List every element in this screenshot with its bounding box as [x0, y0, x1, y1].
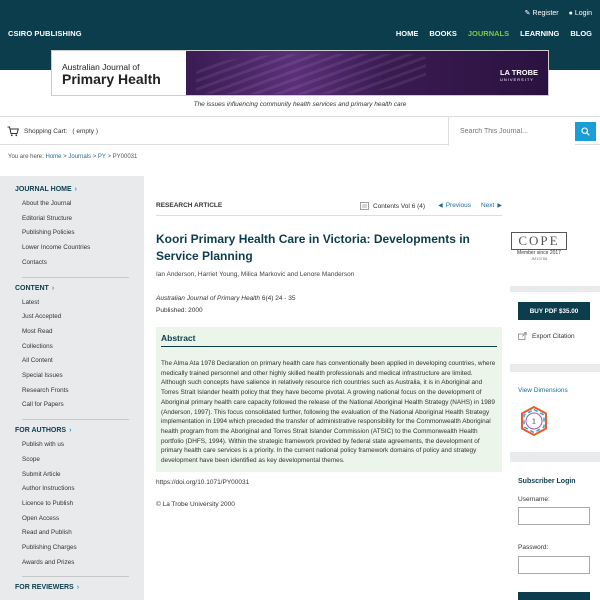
breadcrumb-home[interactable]: Home	[45, 154, 62, 160]
journal-tagline: The issues influencing community health services and primary health care	[193, 101, 407, 108]
banner-line-2: Primary Health	[62, 71, 161, 87]
sidebar-item[interactable]: Contacts	[22, 258, 47, 266]
sidebar-item[interactable]: Submit Article	[22, 470, 61, 478]
cart-label: Shopping Cart:	[24, 128, 68, 135]
breadcrumb-journals[interactable]: Journals	[68, 154, 92, 160]
dimensions-count: 1	[532, 418, 536, 426]
article-authors: Ian Anderson, Harriet Young, Milica Markovic and Lenore Manderson	[156, 271, 355, 278]
sidebar-item[interactable]: Publishing Policies	[22, 229, 75, 237]
previous-link[interactable]	[438, 202, 471, 209]
doi-link[interactable]: https://doi.org/10.1071/PY00031	[156, 478, 250, 486]
user-icon: ●	[568, 9, 573, 17]
sidebar-section-content[interactable]	[15, 285, 144, 292]
register-link[interactable]	[525, 9, 559, 17]
article-type: RESEARCH ARTICLE	[156, 202, 223, 209]
banner-artwork	[186, 51, 548, 95]
article-title: Koori Primary Health Care in Victoria: Developments in Service Planning	[156, 232, 470, 263]
nav-blog[interactable]: BLOG	[570, 29, 592, 38]
chevron-right-icon: ›	[74, 186, 77, 193]
register-label: Register	[532, 9, 559, 17]
sidebar-list	[22, 197, 129, 278]
nav-learning[interactable]: LEARNING	[520, 29, 560, 38]
cope-id: JM13768	[530, 256, 548, 261]
abstract-box	[156, 327, 502, 472]
sidebar-item[interactable]: Research Fronts	[22, 386, 69, 394]
journal-search	[448, 117, 600, 146]
sidebar-section-for-reviewers[interactable]	[15, 584, 144, 591]
sidebar-list	[22, 296, 129, 421]
login-link[interactable]	[569, 9, 592, 17]
chevron-right-icon: ▶	[497, 203, 502, 209]
abstract-text: The Alma Ata 1978 Declaration on primary health care has conventionally been applied in developing countries, where medically trained personnel and other highly skilled health professionals and medical infrastructure are limited. Although such concepts have salience in relatively resource rich countries such as Australia, it is in Aboriginal and Torres Strait Islander health policy that they have become pivotal. A growing national focus on the development of Aboriginal primary health care capacity followed the release of the National Aboriginal Health Strategy (NAHS) in 1989 (Anderson, 1997). This focus consolidated further, following the evaluation of the National Aboriginal Health Strategy implementation in 1994 which preceded the transfer of administrative responsibility for the Commonwealth Aboriginal health program from the Aboriginal and Torres Strait Islander Commission (ATSIC) to the Commonwealth Health portfolio (DHFS, 1994). Within the strategic framework provided by federal state agreements, the development of primary health care services is a priority. In the current national policy framework domains of policy and strategy development have been identified as key developmental themes.	[161, 360, 496, 465]
published-date: Published: 2000	[156, 307, 203, 314]
chevron-right-icon: ›	[51, 284, 55, 292]
chevron-right-icon: ›	[69, 427, 72, 435]
cart-icon	[7, 126, 19, 137]
breadcrumb-sep: >	[63, 154, 67, 160]
journal-name: Australian Journal of Primary Health	[156, 295, 261, 302]
chevron-right-icon: ›	[76, 584, 80, 592]
nav-books[interactable]: BOOKS	[429, 29, 457, 38]
password-label: Password:	[518, 544, 549, 551]
sidebar-item[interactable]: Read and Publish	[22, 529, 72, 537]
pencil-icon: ✎	[524, 10, 531, 17]
banner-journal-name	[52, 51, 186, 95]
latrobe-name: LA TROBE	[499, 68, 538, 77]
cope-member: Member since 2017	[517, 250, 561, 256]
previous-label: Previous	[445, 202, 471, 209]
sidebar-item[interactable]: Awards and Prizes	[22, 558, 75, 566]
article-type-bar	[156, 198, 502, 216]
next-label: Next	[481, 202, 495, 209]
section-title: JOURNAL HOME	[15, 186, 72, 193]
cart-status: ( empty )	[72, 128, 99, 135]
buy-pdf-button[interactable]: BUY PDF $35.00	[518, 302, 590, 320]
view-dimensions-link[interactable]: View Dimensions	[518, 387, 568, 394]
account-links	[525, 9, 592, 17]
contents-icon	[360, 202, 369, 210]
sidebar-section-for-authors[interactable]	[15, 427, 144, 434]
nav-home[interactable]: HOME	[395, 29, 419, 38]
sidebar-item[interactable]: Collections	[22, 342, 53, 350]
sidebar-item[interactable]: Publish with us	[22, 441, 64, 449]
sidebar-item[interactable]: Latest	[22, 298, 40, 306]
breadcrumb-current: PY00031	[112, 154, 138, 160]
main-nav	[396, 29, 592, 38]
abstract-heading: Abstract	[161, 333, 497, 347]
nav-journals[interactable]: JOURNALS	[467, 29, 510, 38]
banner-line-1: Australian Journal of	[62, 62, 140, 72]
login-label: Login	[574, 9, 592, 17]
latrobe-sub: UNIVERSITY	[499, 77, 534, 82]
breadcrumb-py[interactable]: PY	[97, 154, 106, 160]
export-label: Export Citation	[532, 332, 575, 340]
breadcrumb	[8, 154, 137, 160]
dimensions-badge-icon[interactable]	[519, 406, 549, 436]
cart-search-bar	[0, 116, 600, 145]
shopping-cart[interactable]	[7, 126, 98, 137]
copyright: © La Trobe University 2000	[156, 500, 235, 508]
article-main	[156, 198, 502, 508]
sidebar-item[interactable]: All Content	[22, 357, 53, 365]
sidebar-item[interactable]: Special Issues	[22, 372, 63, 380]
brand-logo[interactable]: CSIRO PUBLISHING	[8, 29, 82, 38]
export-citation-link[interactable]	[518, 332, 575, 340]
sidebar-item[interactable]: Open Access	[22, 514, 60, 522]
sidebar-item[interactable]: Most Read	[22, 327, 53, 335]
section-title: FOR REVIEWERS	[15, 584, 74, 592]
sidebar-item[interactable]: Call for Papers	[22, 401, 64, 409]
journal-sidebar	[0, 176, 144, 600]
chevron-left-icon: ◀	[438, 203, 443, 209]
subscriber-login-heading: Subscriber Login	[518, 478, 576, 485]
login-button[interactable]	[518, 592, 590, 600]
sidebar-list	[22, 438, 129, 577]
contents-label: Contents Vol 6 (4)	[373, 202, 426, 210]
search-icon	[581, 127, 590, 136]
search-button[interactable]	[575, 122, 596, 141]
journal-banner[interactable]	[51, 50, 549, 96]
next-link[interactable]	[481, 202, 502, 209]
sidebar-item[interactable]: Licence to Publish	[22, 499, 74, 507]
username-input[interactable]	[518, 507, 590, 525]
section-title: CONTENT	[15, 284, 49, 292]
sidebar-section-journal-home[interactable]	[15, 186, 144, 193]
banner-swoosh	[196, 54, 426, 94]
sidebar-item[interactable]: About the Journal	[22, 200, 72, 207]
sidebar-item[interactable]: Scope	[22, 455, 40, 463]
sidebar-item[interactable]: Publishing Charges	[22, 544, 77, 552]
cope-logo: COPE	[511, 232, 567, 250]
export-icon	[518, 332, 527, 340]
volume-pages: 6(4) 24 - 35	[260, 295, 296, 302]
article-pager	[438, 202, 502, 209]
breadcrumb-sep: >	[92, 154, 97, 160]
search-input[interactable]	[449, 117, 575, 145]
sidebar-item[interactable]: Editorial Structure	[22, 214, 73, 222]
contents-link[interactable]	[360, 202, 425, 210]
breadcrumb-prefix: You are here:	[8, 154, 44, 160]
cope-badge[interactable]	[511, 232, 567, 278]
article-citation	[156, 293, 502, 317]
sidebar-item[interactable]: Just Accepted	[22, 313, 62, 321]
latrobe-logo	[500, 68, 538, 82]
breadcrumb-sep: >	[107, 154, 111, 160]
section-title: FOR AUTHORS	[15, 427, 67, 435]
sidebar-item[interactable]: Author Instructions	[22, 485, 75, 493]
password-input[interactable]	[518, 556, 590, 574]
username-label: Username:	[518, 496, 550, 503]
sidebar-item[interactable]: Lower Income Countries	[22, 244, 91, 252]
